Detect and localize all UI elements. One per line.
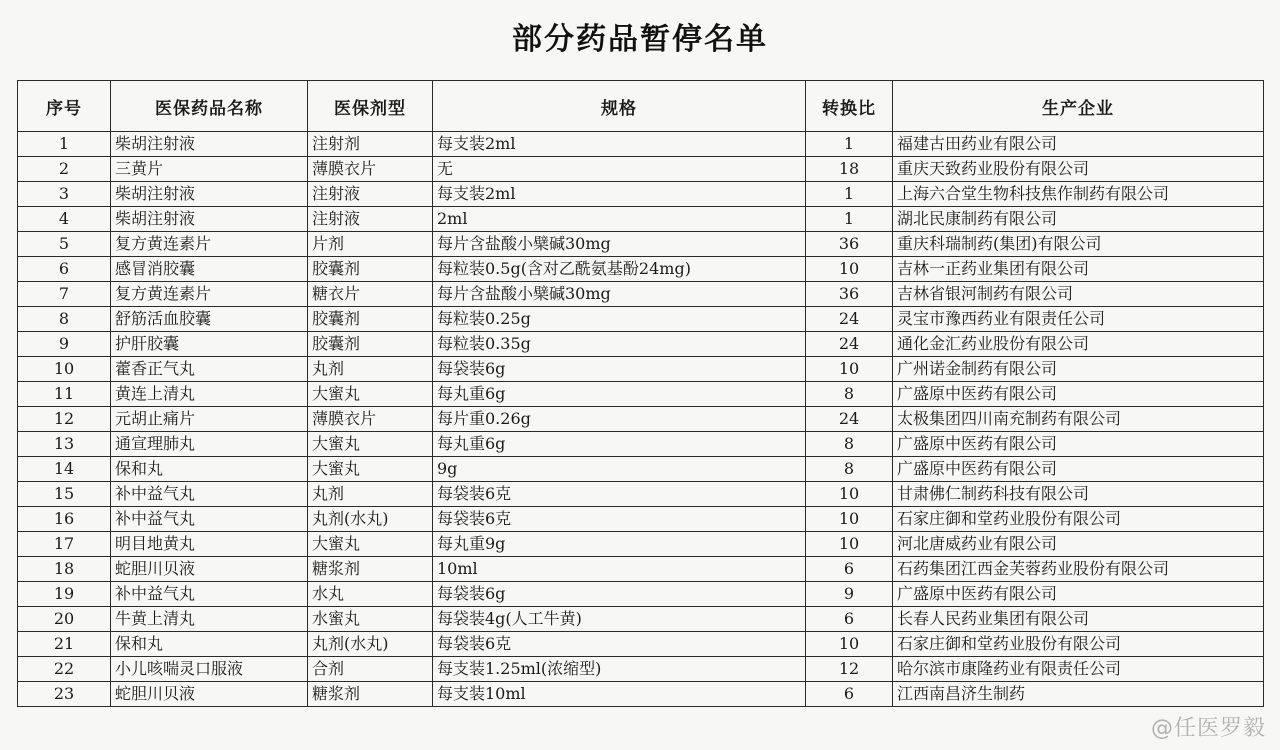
cell-specification: 每袋装6克 bbox=[433, 507, 806, 532]
table-row bbox=[18, 382, 1264, 407]
cell-conversion-ratio: 10 bbox=[806, 257, 893, 282]
cell-conversion-ratio: 6 bbox=[806, 682, 893, 707]
cell-specification: 每粒装0.25g bbox=[433, 307, 806, 332]
cell-manufacturer: 石药集团江西金芙蓉药业股份有限公司 bbox=[893, 557, 1264, 582]
cell-specification: 每粒装0.5g(含对乙酰氨基酚24mg) bbox=[433, 257, 806, 282]
cell-conversion-ratio: 6 bbox=[806, 607, 893, 632]
table-row bbox=[18, 332, 1264, 357]
cell-serial: 19 bbox=[18, 582, 111, 607]
table-row bbox=[18, 582, 1264, 607]
cell-specification: 10ml bbox=[433, 557, 806, 582]
cell-drug-name: 补中益气丸 bbox=[111, 582, 308, 607]
cell-conversion-ratio: 12 bbox=[806, 657, 893, 682]
cell-specification: 2ml bbox=[433, 207, 806, 232]
cell-serial: 11 bbox=[18, 382, 111, 407]
cell-manufacturer: 广州诺金制药有限公司 bbox=[893, 357, 1264, 382]
cell-serial: 14 bbox=[18, 457, 111, 482]
cell-conversion-ratio: 18 bbox=[806, 157, 893, 182]
cell-manufacturer: 重庆天致药业股份有限公司 bbox=[893, 157, 1264, 182]
header-conversion-ratio: 转换比 bbox=[806, 81, 893, 132]
cell-conversion-ratio: 24 bbox=[806, 407, 893, 432]
table-row bbox=[18, 457, 1264, 482]
cell-dosage-form: 注射液 bbox=[308, 207, 433, 232]
cell-conversion-ratio: 6 bbox=[806, 557, 893, 582]
cell-serial: 17 bbox=[18, 532, 111, 557]
cell-drug-name: 柴胡注射液 bbox=[111, 182, 308, 207]
cell-conversion-ratio: 24 bbox=[806, 332, 893, 357]
cell-manufacturer: 灵宝市豫西药业有限责任公司 bbox=[893, 307, 1264, 332]
cell-dosage-form: 大蜜丸 bbox=[308, 382, 433, 407]
cell-serial: 1 bbox=[18, 132, 111, 157]
cell-conversion-ratio: 8 bbox=[806, 432, 893, 457]
cell-specification: 每丸重6g bbox=[433, 382, 806, 407]
cell-serial: 13 bbox=[18, 432, 111, 457]
cell-specification: 每袋装6克 bbox=[433, 632, 806, 657]
cell-manufacturer: 甘肃佛仁制药科技有限公司 bbox=[893, 482, 1264, 507]
table-row bbox=[18, 182, 1264, 207]
cell-drug-name: 柴胡注射液 bbox=[111, 132, 308, 157]
cell-serial: 12 bbox=[18, 407, 111, 432]
header-serial: 序号 bbox=[18, 81, 111, 132]
cell-conversion-ratio: 36 bbox=[806, 232, 893, 257]
header-drug-name: 医保药品名称 bbox=[111, 81, 308, 132]
cell-dosage-form: 胶囊剂 bbox=[308, 332, 433, 357]
cell-dosage-form: 丸剂 bbox=[308, 482, 433, 507]
cell-drug-name: 保和丸 bbox=[111, 457, 308, 482]
cell-drug-name: 明目地黄丸 bbox=[111, 532, 308, 557]
table-header-row bbox=[18, 81, 1264, 132]
cell-serial: 4 bbox=[18, 207, 111, 232]
cell-dosage-form: 糖浆剂 bbox=[308, 682, 433, 707]
cell-serial: 15 bbox=[18, 482, 111, 507]
table-row bbox=[18, 532, 1264, 557]
table-body bbox=[18, 132, 1264, 707]
cell-conversion-ratio: 1 bbox=[806, 132, 893, 157]
cell-drug-name: 补中益气丸 bbox=[111, 507, 308, 532]
table-row bbox=[18, 157, 1264, 182]
cell-drug-name: 通宣理肺丸 bbox=[111, 432, 308, 457]
document-title: 部分药品暂停名单 bbox=[512, 22, 768, 57]
cell-serial: 23 bbox=[18, 682, 111, 707]
cell-drug-name: 藿香正气丸 bbox=[111, 357, 308, 382]
cell-conversion-ratio: 10 bbox=[806, 507, 893, 532]
cell-serial: 7 bbox=[18, 282, 111, 307]
cell-conversion-ratio: 8 bbox=[806, 457, 893, 482]
cell-drug-name: 三黄片 bbox=[111, 157, 308, 182]
cell-specification: 每袋装6g bbox=[433, 582, 806, 607]
cell-dosage-form: 糖浆剂 bbox=[308, 557, 433, 582]
table-row bbox=[18, 307, 1264, 332]
cell-drug-name: 护肝胶囊 bbox=[111, 332, 308, 357]
cell-serial: 9 bbox=[18, 332, 111, 357]
table-row bbox=[18, 407, 1264, 432]
header-specification: 规格 bbox=[433, 81, 806, 132]
cell-drug-name: 蛇胆川贝液 bbox=[111, 682, 308, 707]
cell-serial: 10 bbox=[18, 357, 111, 382]
cell-specification: 每片含盐酸小檗碱30mg bbox=[433, 282, 806, 307]
cell-manufacturer: 江西南昌济生制药 bbox=[893, 682, 1264, 707]
cell-conversion-ratio: 1 bbox=[806, 182, 893, 207]
cell-manufacturer: 湖北民康制药有限公司 bbox=[893, 207, 1264, 232]
watermark-text: @任医罗毅 bbox=[1150, 716, 1266, 741]
table-row bbox=[18, 257, 1264, 282]
cell-manufacturer: 吉林一正药业集团有限公司 bbox=[893, 257, 1264, 282]
table-row bbox=[18, 232, 1264, 257]
cell-dosage-form: 水蜜丸 bbox=[308, 607, 433, 632]
cell-conversion-ratio: 1 bbox=[806, 207, 893, 232]
table-row bbox=[18, 482, 1264, 507]
cell-conversion-ratio: 9 bbox=[806, 582, 893, 607]
cell-specification: 每袋装6克 bbox=[433, 482, 806, 507]
cell-manufacturer: 广盛原中医药有限公司 bbox=[893, 582, 1264, 607]
cell-specification: 每袋装6g bbox=[433, 357, 806, 382]
cell-dosage-form: 丸剂(水丸) bbox=[308, 632, 433, 657]
cell-dosage-form: 薄膜衣片 bbox=[308, 407, 433, 432]
cell-manufacturer: 上海六合堂生物科技焦作制药有限公司 bbox=[893, 182, 1264, 207]
cell-dosage-form: 糖衣片 bbox=[308, 282, 433, 307]
cell-specification: 每粒装0.35g bbox=[433, 332, 806, 357]
cell-dosage-form: 大蜜丸 bbox=[308, 432, 433, 457]
cell-drug-name: 补中益气丸 bbox=[111, 482, 308, 507]
cell-dosage-form: 胶囊剂 bbox=[308, 307, 433, 332]
cell-dosage-form: 薄膜衣片 bbox=[308, 157, 433, 182]
cell-drug-name: 小儿咳喘灵口服液 bbox=[111, 657, 308, 682]
cell-specification: 无 bbox=[433, 157, 806, 182]
cell-dosage-form: 丸剂(水丸) bbox=[308, 507, 433, 532]
cell-specification: 每片含盐酸小檗碱30mg bbox=[433, 232, 806, 257]
cell-dosage-form: 水丸 bbox=[308, 582, 433, 607]
cell-drug-name: 柴胡注射液 bbox=[111, 207, 308, 232]
cell-dosage-form: 胶囊剂 bbox=[308, 257, 433, 282]
cell-serial: 22 bbox=[18, 657, 111, 682]
cell-manufacturer: 河北唐威药业有限公司 bbox=[893, 532, 1264, 557]
cell-manufacturer: 广盛原中医药有限公司 bbox=[893, 432, 1264, 457]
cell-serial: 16 bbox=[18, 507, 111, 532]
cell-serial: 18 bbox=[18, 557, 111, 582]
drug-suspension-table bbox=[17, 80, 1264, 707]
cell-conversion-ratio: 10 bbox=[806, 357, 893, 382]
cell-specification: 9g bbox=[433, 457, 806, 482]
cell-manufacturer: 福建古田药业有限公司 bbox=[893, 132, 1264, 157]
cell-conversion-ratio: 10 bbox=[806, 482, 893, 507]
cell-drug-name: 元胡止痛片 bbox=[111, 407, 308, 432]
cell-drug-name: 蛇胆川贝液 bbox=[111, 557, 308, 582]
header-manufacturer: 生产企业 bbox=[893, 81, 1264, 132]
cell-specification: 每支装1.25ml(浓缩型) bbox=[433, 657, 806, 682]
cell-dosage-form: 注射剂 bbox=[308, 132, 433, 157]
cell-conversion-ratio: 24 bbox=[806, 307, 893, 332]
cell-dosage-form: 丸剂 bbox=[308, 357, 433, 382]
cell-manufacturer: 石家庄御和堂药业股份有限公司 bbox=[893, 507, 1264, 532]
table-row bbox=[18, 507, 1264, 532]
cell-manufacturer: 长春人民药业集团有限公司 bbox=[893, 607, 1264, 632]
cell-manufacturer: 太极集团四川南充制药有限公司 bbox=[893, 407, 1264, 432]
cell-dosage-form: 合剂 bbox=[308, 657, 433, 682]
cell-conversion-ratio: 10 bbox=[806, 632, 893, 657]
cell-drug-name: 复方黄连素片 bbox=[111, 282, 308, 307]
cell-conversion-ratio: 8 bbox=[806, 382, 893, 407]
table-row bbox=[18, 682, 1264, 707]
cell-drug-name: 牛黄上清丸 bbox=[111, 607, 308, 632]
cell-conversion-ratio: 36 bbox=[806, 282, 893, 307]
header-dosage-form: 医保剂型 bbox=[308, 81, 433, 132]
cell-serial: 2 bbox=[18, 157, 111, 182]
cell-serial: 20 bbox=[18, 607, 111, 632]
cell-specification: 每支装10ml bbox=[433, 682, 806, 707]
cell-drug-name: 黄连上清丸 bbox=[111, 382, 308, 407]
cell-serial: 3 bbox=[18, 182, 111, 207]
cell-drug-name: 感冒消胶囊 bbox=[111, 257, 308, 282]
table-row bbox=[18, 607, 1264, 632]
cell-specification: 每支装2ml bbox=[433, 132, 806, 157]
cell-serial: 8 bbox=[18, 307, 111, 332]
table-row bbox=[18, 432, 1264, 457]
cell-specification: 每丸重9g bbox=[433, 532, 806, 557]
table-row bbox=[18, 632, 1264, 657]
cell-dosage-form: 大蜜丸 bbox=[308, 532, 433, 557]
cell-serial: 6 bbox=[18, 257, 111, 282]
cell-manufacturer: 广盛原中医药有限公司 bbox=[893, 382, 1264, 407]
cell-manufacturer: 石家庄御和堂药业股份有限公司 bbox=[893, 632, 1264, 657]
cell-conversion-ratio: 10 bbox=[806, 532, 893, 557]
cell-manufacturer: 哈尔滨市康隆药业有限责任公司 bbox=[893, 657, 1264, 682]
cell-manufacturer: 通化金汇药业股份有限公司 bbox=[893, 332, 1264, 357]
table-row bbox=[18, 657, 1264, 682]
cell-specification: 每袋装4g(人工牛黄) bbox=[433, 607, 806, 632]
cell-manufacturer: 重庆科瑞制药(集团)有限公司 bbox=[893, 232, 1264, 257]
cell-dosage-form: 注射液 bbox=[308, 182, 433, 207]
table-row bbox=[18, 357, 1264, 382]
table-row bbox=[18, 132, 1264, 157]
cell-specification: 每支装2ml bbox=[433, 182, 806, 207]
cell-serial: 5 bbox=[18, 232, 111, 257]
cell-specification: 每片重0.26g bbox=[433, 407, 806, 432]
table-row bbox=[18, 282, 1264, 307]
table-row bbox=[18, 207, 1264, 232]
cell-drug-name: 舒筋活血胶囊 bbox=[111, 307, 308, 332]
cell-drug-name: 保和丸 bbox=[111, 632, 308, 657]
cell-manufacturer: 广盛原中医药有限公司 bbox=[893, 457, 1264, 482]
cell-specification: 每丸重6g bbox=[433, 432, 806, 457]
table-row bbox=[18, 557, 1264, 582]
cell-dosage-form: 片剂 bbox=[308, 232, 433, 257]
cell-drug-name: 复方黄连素片 bbox=[111, 232, 308, 257]
cell-serial: 21 bbox=[18, 632, 111, 657]
cell-dosage-form: 大蜜丸 bbox=[308, 457, 433, 482]
cell-manufacturer: 吉林省银河制药有限公司 bbox=[893, 282, 1264, 307]
